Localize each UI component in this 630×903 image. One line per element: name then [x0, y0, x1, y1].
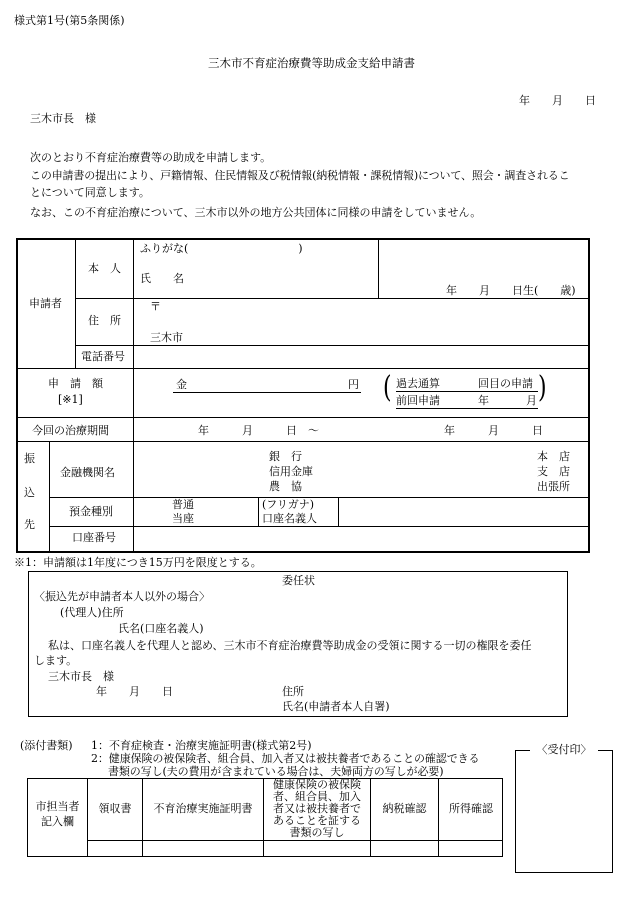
deposit-type-current: 当座 — [172, 512, 194, 525]
phone-label: 電話番号 — [81, 350, 125, 363]
previous-month: 月 — [526, 394, 537, 407]
yen-label: 円 — [348, 378, 359, 391]
furigana-field[interactable]: ふりがな( ) — [140, 242, 303, 255]
attachment-item-2b: 書類の写し(夫の費用が含まれている場合は、夫婦両方の写しが必要) — [108, 765, 444, 778]
period-start[interactable]: 年 月 日 ～ — [198, 424, 319, 437]
addressee: 三木市長 様 — [30, 112, 96, 125]
previous-label: 前回申請 — [396, 394, 440, 407]
insurance-column-1: 健康保険の被保険 — [273, 778, 361, 791]
reception-stamp-label: 〈受付印〉 — [530, 743, 598, 756]
past-total-label: 過去通算 — [396, 377, 440, 390]
bank-section-char-3: 先 — [24, 518, 35, 531]
office-row-label-1: 市担当者 — [35, 800, 80, 813]
period-label: 今回の治療期間 — [32, 424, 109, 437]
tax-check-column: 納税確認 — [382, 802, 427, 815]
proxy-condition: 〈振込先が申請者本人以外の場合〉 — [34, 590, 210, 603]
holder-furigana-label: (フリガナ) — [262, 498, 315, 511]
attachment-item-1: 1：不育症検査・治療実施証明書(様式第2号) — [91, 739, 312, 752]
institution-label: 金融機関名 — [60, 466, 115, 479]
applicant-label: 申請者 — [29, 297, 62, 310]
proxy-addressee: 三木市長 様 — [48, 670, 114, 683]
agent-address-label: (代理人)住所 — [60, 606, 124, 619]
form-number: 様式第1号(第5条関係) — [14, 14, 125, 27]
intro-line-1: 次のとおり不育症治療費等の助成を申請します。 — [30, 151, 272, 164]
agent-name-label: 氏名(口座名義人) — [118, 622, 204, 635]
proxy-title: 委任状 — [282, 574, 315, 587]
account-number-label: 口座番号 — [72, 531, 116, 544]
bank-type-credit: 信用金庫 — [269, 465, 313, 478]
bank-type-bank: 銀 行 — [269, 450, 302, 463]
proxy-date[interactable]: 年 月 日 — [96, 685, 173, 698]
past-total-value: 回目の申請 — [478, 377, 533, 390]
bank-section-char-1: 振 — [24, 452, 35, 465]
branch-office: 出張所 — [537, 480, 570, 493]
office-row-label-2: 記入欄 — [41, 815, 74, 828]
intro-line-4: なお、この不育症治療について、三木市以外の地方公共団体に同様の申請をしていません。 — [30, 206, 482, 219]
income-check-column: 所得確認 — [449, 802, 493, 815]
previous-year: 年 — [478, 394, 489, 407]
insurance-column-4: あることを証する — [273, 814, 361, 827]
proxy-statement-2: します。 — [34, 654, 78, 667]
proxy-address-label: 住所 — [282, 685, 304, 698]
amount-note: [※1] — [58, 393, 83, 406]
birth-field[interactable]: 年 月 日生( 歳) — [446, 284, 576, 297]
amount-label: 申 請 額 — [48, 377, 103, 390]
branch-sub: 支 店 — [537, 465, 570, 478]
reception-stamp-box — [515, 750, 613, 873]
period-end[interactable]: 年 月 日 — [444, 424, 543, 437]
intro-line-3: とについて同意します。 — [30, 186, 150, 199]
address-label: 住 所 — [88, 314, 121, 327]
name-label: 氏 名 — [140, 272, 184, 285]
bank-section-char-2: 込 — [24, 486, 35, 499]
attachments-label: (添付書類) — [20, 739, 73, 752]
intro-line-2: この申請書の提出により、戸籍情報、住民情報及び税情報(納税情報・課税情報)について、照会・調査されるこ — [30, 169, 570, 182]
proxy-signature-label: 氏名(申請者本人自署) — [282, 700, 390, 713]
receipt-column: 領収書 — [98, 802, 132, 815]
right-bracket: ) — [538, 371, 547, 406]
insurance-column-2: 者、組合員、加入 — [273, 790, 361, 803]
kin-label: 金 — [176, 378, 187, 391]
insurance-column-3: 者又は被扶養者で — [273, 802, 361, 815]
left-bracket: ( — [383, 371, 392, 406]
self-label: 本 人 — [88, 262, 121, 275]
proxy-statement-1: 私は、口座名義人を代理人と認め、三木市不育症治療費等助成金の受領に関する一切の権限を委任 — [48, 639, 532, 652]
deposit-type-ordinary: 普通 — [172, 498, 194, 511]
footnote: ※1：申請額は1年度につき15万円を限度とする。 — [14, 556, 262, 569]
branch-main: 本 店 — [537, 450, 570, 463]
bank-type-nokyo: 農 協 — [269, 480, 302, 493]
postal-mark: 〒 — [150, 300, 161, 313]
page-title: 三木市不育症治療費等助成金支給申請書 — [208, 56, 415, 70]
certificate-column: 不育治療実施証明書 — [153, 802, 253, 815]
city-label: 三木市 — [150, 331, 183, 344]
deposit-label: 預金種別 — [69, 505, 113, 518]
insurance-column-5: 書類の写し — [289, 826, 345, 839]
attachment-item-2a: 2：健康保険の被保険者、組合員、加入者又は被扶養者であることの確認できる — [91, 752, 480, 765]
amount-underline — [173, 392, 361, 393]
holder-label: 口座名義人 — [262, 512, 317, 525]
date-line: 年 月 日 — [519, 94, 596, 107]
